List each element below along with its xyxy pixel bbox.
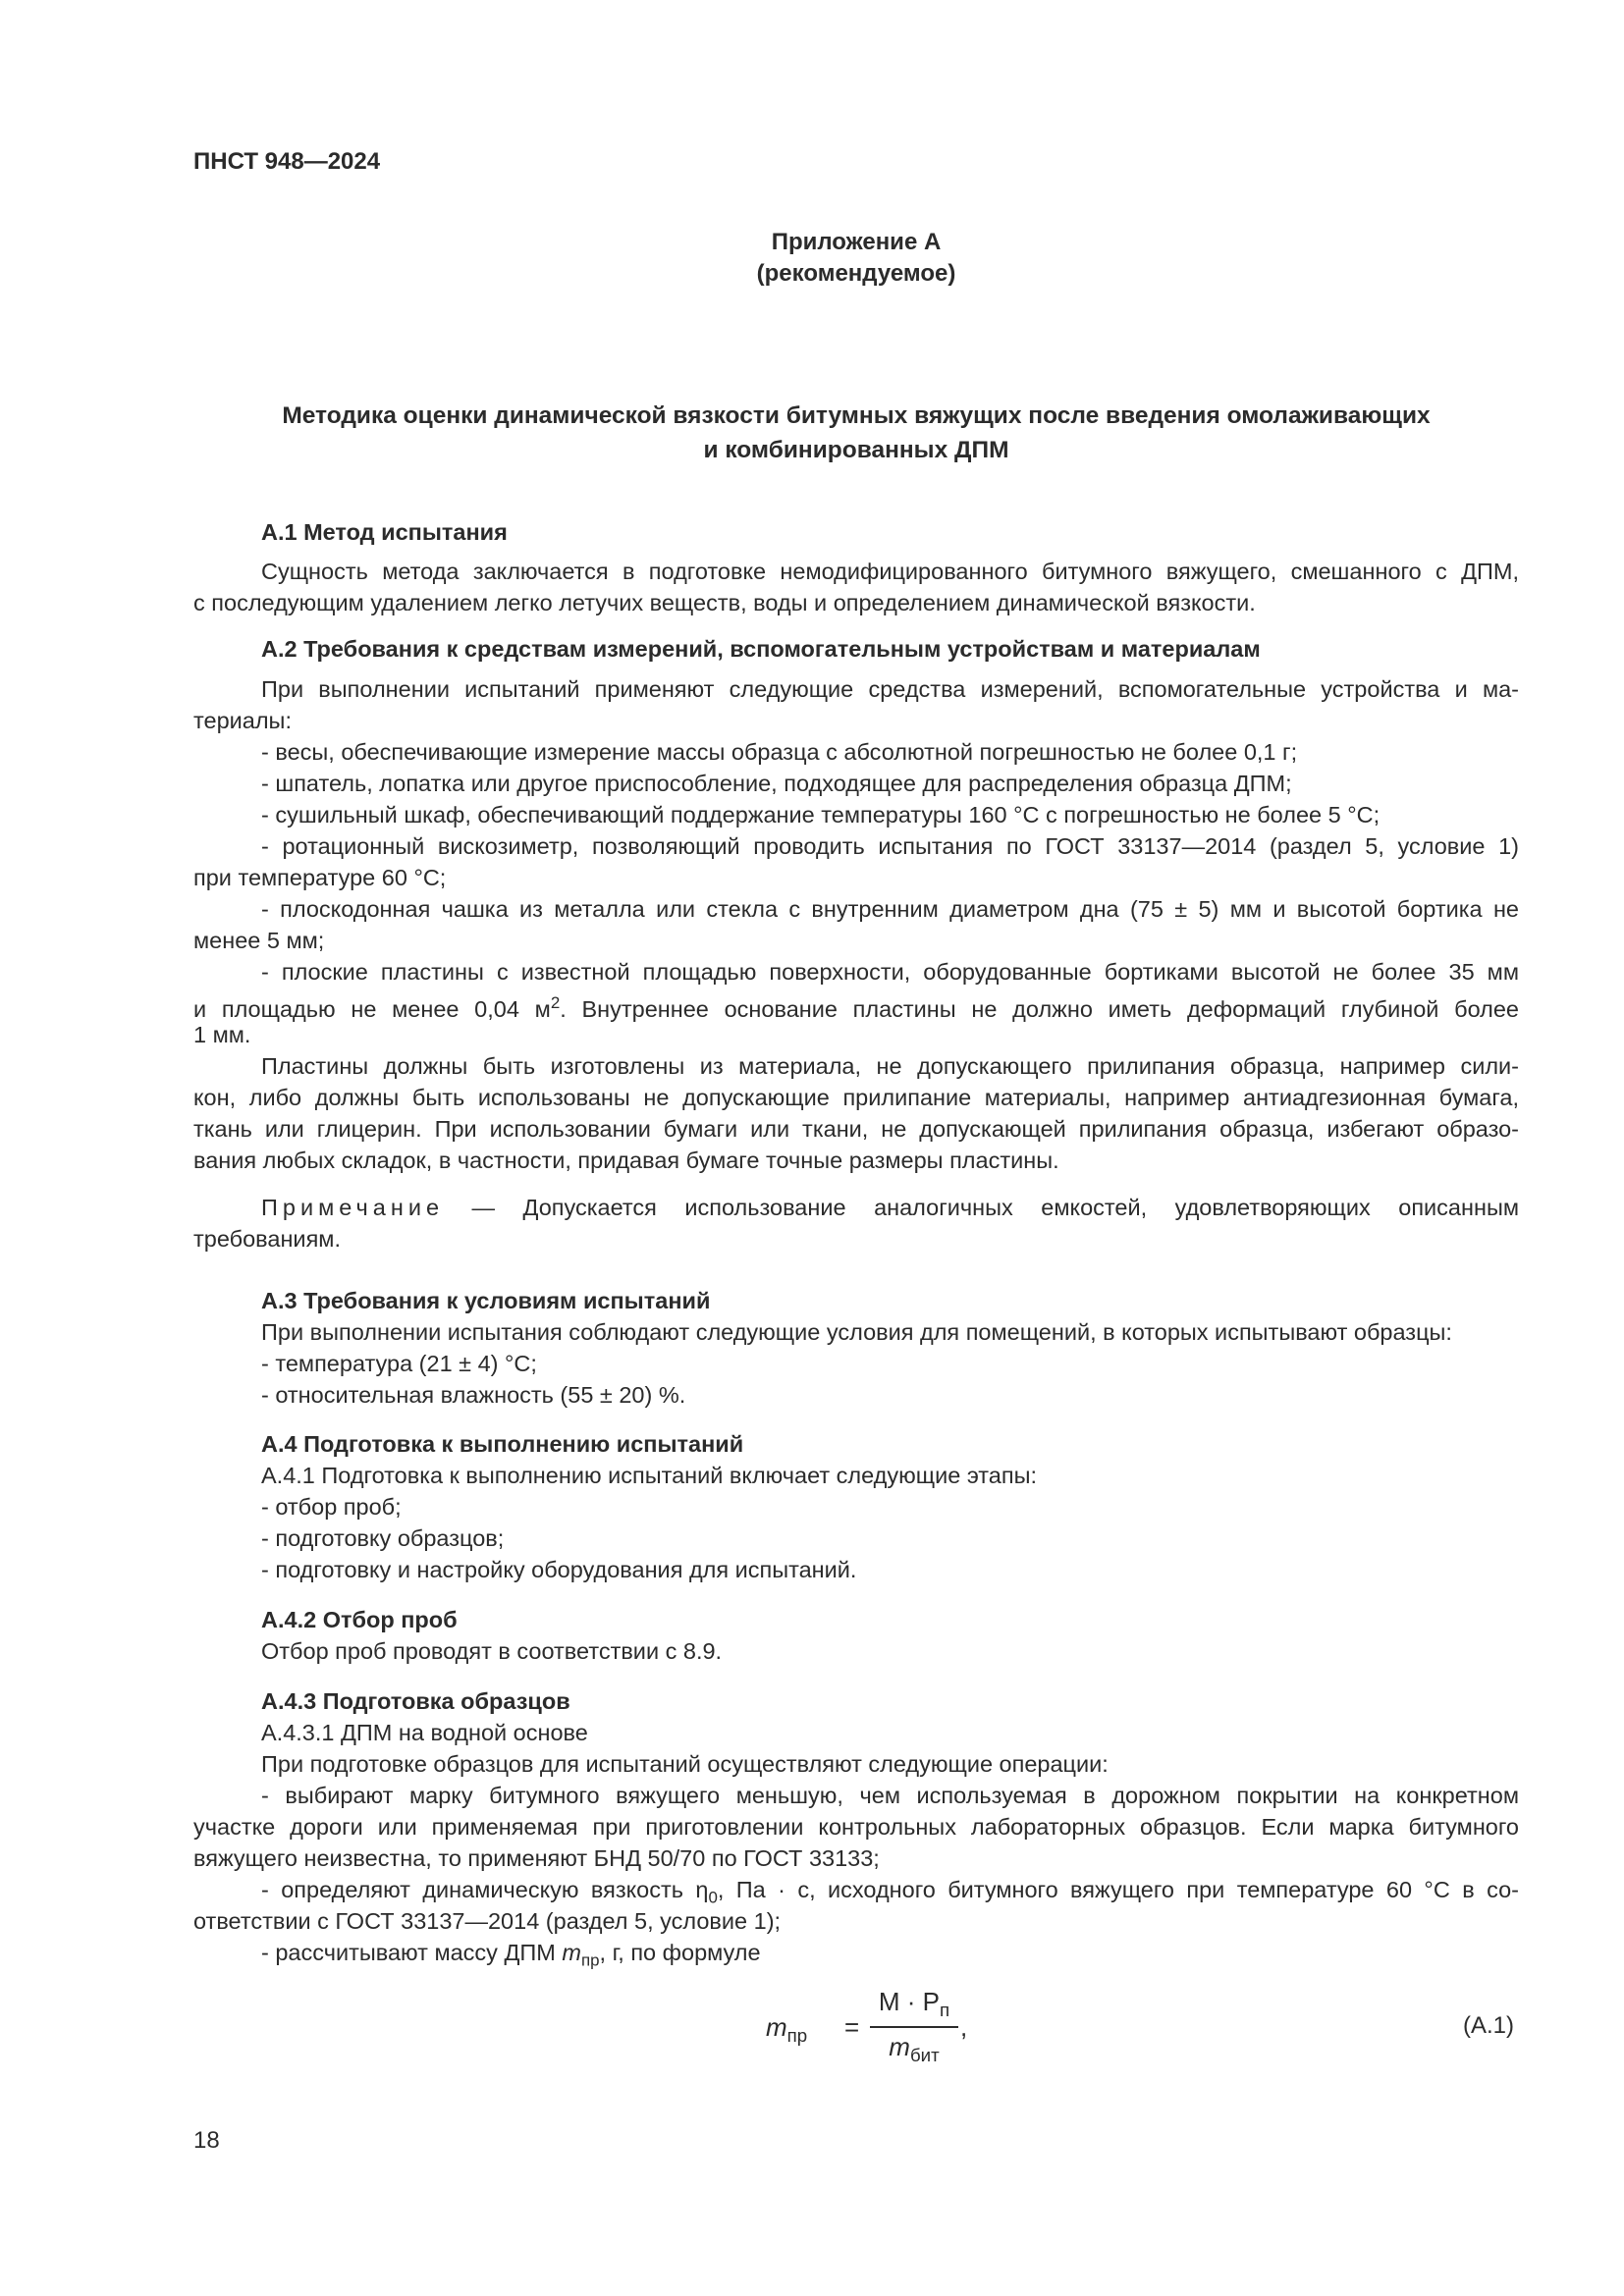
paragraph-line: При подготовке образцов для испытаний осуществляют следующие операции: [261, 1751, 1109, 1777]
section-heading-a43: А.4.3 Подготовка образцов [261, 1688, 570, 1714]
paragraph-line: Пластины должны быть изготовлены из материала, не допускающего прилипания образца, например сили- [261, 1053, 1519, 1079]
list-item-continuation: менее 5 мм; [193, 928, 325, 953]
note-label: Примечание [261, 1195, 445, 1220]
formula-a1: $m_{пр}$ = $M \cdot P_п$ $m_{бит}$ , [766, 1987, 968, 2066]
paragraph-line: кон, либо должны быть использованы не допускающие прилипание материалы, например антиадгезионная бумага, [193, 1085, 1519, 1110]
formula-lhs: $m_{пр}$ [766, 2012, 808, 2047]
section-heading-a4: А.4 Подготовка к выполнению испытаний [261, 1431, 744, 1457]
list-item: - температура (21 ± 4) °С; [261, 1351, 537, 1376]
formula-fraction-bar [870, 2026, 958, 2028]
subsection-heading-a431: А.4.3.1 ДПМ на водной основе [261, 1720, 588, 1745]
list-item-continuation: при температуре 60 °С; [193, 865, 447, 890]
list-item: - отбор проб; [261, 1494, 402, 1520]
paragraph-line: ткань или глицерин. При использовании бумаги или ткани, не допускающей прилипания образца, избегают образо- [193, 1116, 1519, 1142]
list-item: - определяют динамическую вязкость $\eta_0$, Па · с, исходного битумного вяжущего при температуре 60 °С в со- [261, 1877, 1519, 1907]
formula-numerator: $M \cdot P_п$ [878, 1987, 950, 2021]
list-item: - рассчитывают массу ДПМ $m_{пр}$, г, по формуле [261, 1940, 761, 1970]
list-item: - выбирают марку битумного вяжущего меньшую, чем используемая в дорожном покрытии на конкретном [261, 1783, 1519, 1808]
page-number: 18 [193, 2127, 220, 2154]
page-title-line-2: и комбинированных ДПМ [703, 437, 1009, 463]
list-item-continuation: участке дороги или применяемая при приготовлении контрольных лабораторных образцов. Если марка битумного [193, 1814, 1519, 1840]
list-item-continuation: и площадью не менее 0,04 $м^2$. Внутреннее основание пластины не должно иметь деформаций глубиной более [193, 993, 1520, 1022]
paragraph-line: При выполнении испытания соблюдают следующие условия для помещений, в которых испытывают образцы: [261, 1319, 1452, 1345]
list-item: - подготовку и настройку оборудования для испытаний. [261, 1557, 857, 1582]
paragraph-line: Отбор проб проводят в соответствии с 8.9. [261, 1638, 723, 1664]
document-code: ПНСТ 948—2024 [193, 148, 381, 175]
section-heading-a1: А.1 Метод испытания [261, 519, 508, 545]
list-item: - относительная влажность (55 ± 20) %. [261, 1382, 686, 1408]
section-heading-a42: А.4.2 Отбор проб [261, 1607, 458, 1632]
section-heading-a2: А.2 Требования к средствам измерений, вспомогательным устройствам и материалам [261, 636, 1261, 662]
note: Примечание — Допускается использование аналогичных емкостей, удовлетворяющих описанным [261, 1195, 1519, 1220]
paragraph-line: с последующим удалением легко летучих веществ, воды и определением динамической вязкости. [193, 590, 1256, 615]
paragraph-line: А.4.1 Подготовка к выполнению испытаний включает следующие этапы: [261, 1463, 1038, 1488]
list-item-continuation: вяжущего неизвестна, то применяют БНД 50/70 по ГОСТ 33133; [193, 1845, 880, 1871]
list-item: - сушильный шкаф, обеспечивающий поддержание температуры 160 °С с погрешностью не более 5 °С; [261, 802, 1380, 828]
list-item: - плоскодонная чашка из металла или стекла с внутренним диаметром дна (75 ± 5) мм и высотой бортика не [261, 896, 1519, 922]
formula-number: (А.1) [1463, 2012, 1515, 2039]
section-heading-a3: А.3 Требования к условиям испытаний [261, 1288, 711, 1313]
paragraph-line: Сущность метода заключается в подготовке немодифицированного битумного вяжущего, смешанного с ДПМ, [261, 559, 1519, 584]
paragraph-line: вания любых складок, в частности, придавая бумаге точные размеры пластины. [193, 1148, 1059, 1173]
appendix-title: Приложение А [771, 229, 942, 255]
note-continuation: требованиям. [193, 1226, 341, 1252]
list-item: - ротационный вискозиметр, позволяющий проводить испытания по ГОСТ 33137—2014 (раздел 5, условие 1) [261, 833, 1519, 859]
paragraph-line: При выполнении испытаний применяют следующие средства измерений, вспомогательные устройства и ма- [261, 676, 1519, 702]
list-item: - плоские пластины с известной площадью поверхности, оборудованные бортиками высотой не более 35 мм [261, 959, 1519, 985]
list-item: - шпатель, лопатка или другое приспособление, подходящее для распределения образца ДПМ; [261, 771, 1292, 796]
paragraph-line: териалы: [193, 708, 292, 733]
list-item: - весы, обеспечивающие измерение массы образца с абсолютной погрешностью не более 0,1 г; [261, 739, 1298, 765]
appendix-subtitle: (рекомендуемое) [756, 260, 956, 287]
formula-equals: = [844, 2012, 860, 2042]
list-item-continuation: ответствии с ГОСТ 33137—2014 (раздел 5, условие 1); [193, 1908, 782, 1934]
page-title-line-1: Методика оценки динамической вязкости битумных вяжущих после введения омолаживающих [282, 402, 1431, 429]
list-item-continuation: 1 мм. [193, 1022, 251, 1047]
list-item: - подготовку образцов; [261, 1525, 505, 1551]
formula-denominator: $m_{бит}$ [889, 2032, 940, 2066]
